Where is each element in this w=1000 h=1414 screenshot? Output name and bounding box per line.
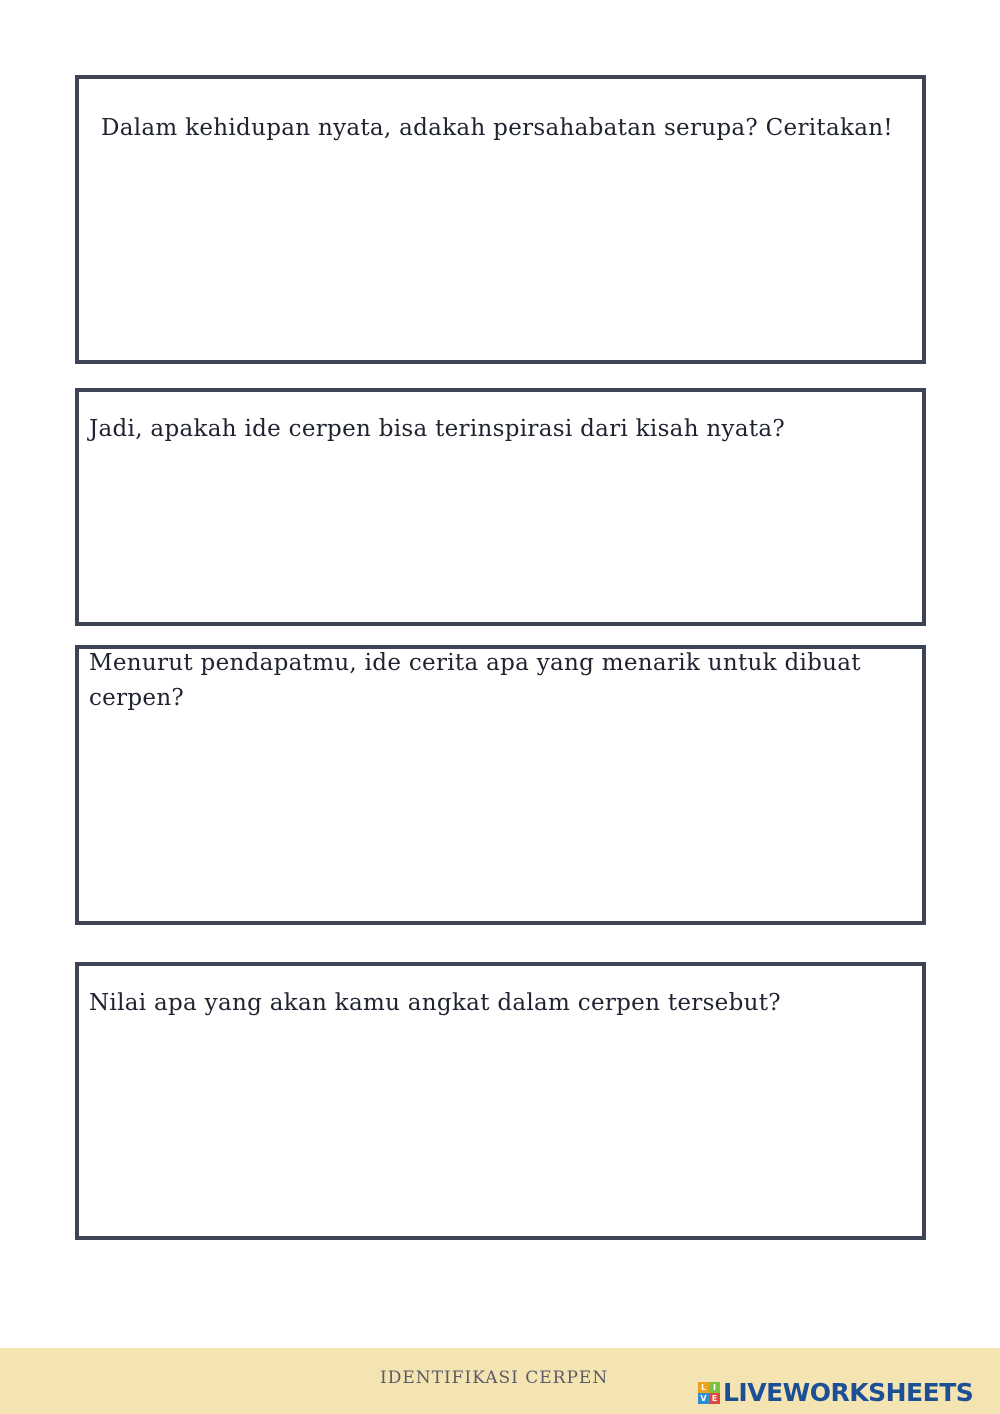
question-2-text: Jadi, apakah ide cerpen bisa terinspirasi dari kisah nyata? bbox=[89, 416, 786, 442]
question-4-text: Nilai apa yang akan kamu angkat dalam cerpen tersebut? bbox=[89, 990, 781, 1016]
liveworksheets-brand[interactable] bbox=[698, 1378, 973, 1408]
liveworksheets-logo-icon bbox=[698, 1382, 720, 1404]
answer-box-2[interactable] bbox=[75, 388, 926, 626]
footer-title: IDENTIFIKASI CERPEN bbox=[380, 1368, 609, 1388]
answer-box-3[interactable] bbox=[75, 645, 926, 925]
answer-box-4[interactable] bbox=[75, 962, 926, 1240]
brand-name: LIVEWORKSHEETS bbox=[723, 1378, 974, 1407]
logo-letter: I bbox=[709, 1382, 720, 1393]
question-1-text: Dalam kehidupan nyata, adakah persahabatan serupa? Ceritakan! bbox=[101, 115, 893, 141]
answer-box-1[interactable] bbox=[75, 75, 926, 364]
footer-bar bbox=[0, 1348, 1000, 1414]
logo-letter: V bbox=[698, 1393, 709, 1404]
logo-letter: L bbox=[698, 1382, 709, 1393]
question-3-text: Menurut pendapatmu, ide cerita apa yang menarik untuk dibuat cerpen? bbox=[89, 650, 861, 711]
logo-letter: E bbox=[709, 1393, 720, 1404]
